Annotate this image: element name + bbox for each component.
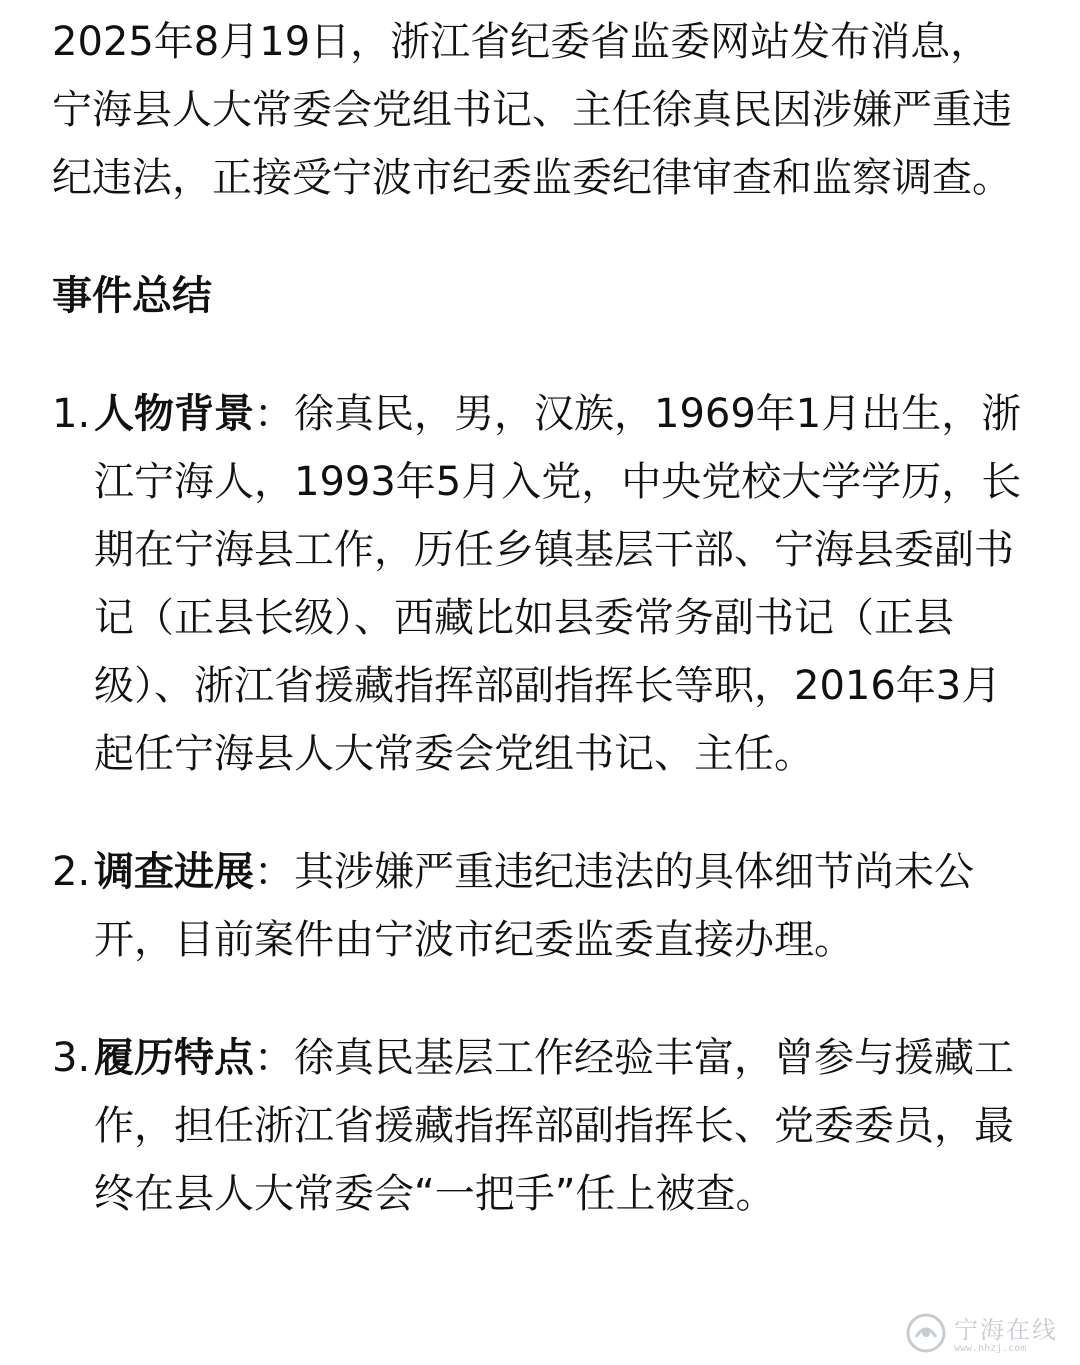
list-item-number: 3.	[52, 1035, 91, 1081]
intro-paragraph: 2025年8月19日，浙江省纪委省监委网站发布消息，宁海县人大常委会党组书记、主任徐真民因涉嫌严重违纪违法，正接受宁波市纪委监委纪律审查和监察调查。	[52, 19, 1012, 201]
list-item	[52, 1024, 1022, 1228]
list-item-label: 调查进展	[94, 849, 254, 895]
list-item-number: 1.	[52, 391, 91, 437]
list-item	[52, 380, 1022, 788]
logo-icon	[904, 1311, 948, 1355]
summary-list	[52, 380, 1022, 1228]
list-item-text: ：徐真民，男，汉族，1969年1月出生，浙江宁海人，1993年5月入党，中央党校大学学历，长期在宁海县工作，历任乡镇基层干部、宁海县委副书记（正县长级）、西藏比如县委常务副书记（正县级）、浙江省援藏指挥部副指挥长等职，2016年3月起任宁海县人大常委会党组书记、主任。	[94, 391, 1022, 777]
list-item-label: 履历特点	[94, 1035, 254, 1081]
list-item-text: ：徐真民基层工作经验丰富，曾参与援藏工作，担任浙江省援藏指挥部副指挥长、党委委员，最终在县人大常委会“一把手”任上被查。	[94, 1035, 1014, 1217]
list-item	[52, 838, 1022, 974]
watermark-name: 宁海在线	[954, 1316, 1058, 1344]
section-heading: 事件总结	[52, 273, 212, 319]
site-watermark	[904, 1311, 1058, 1355]
list-item-text: ：其涉嫌严重违纪违法的具体细节尚未公开，目前案件由宁波市纪委监委直接办理。	[94, 849, 974, 963]
watermark-url: www.nhzj.com	[954, 1343, 1027, 1354]
article-body	[52, 8, 1022, 1278]
list-item-label: 人物背景	[94, 391, 254, 437]
list-item-number: 2.	[52, 849, 91, 895]
